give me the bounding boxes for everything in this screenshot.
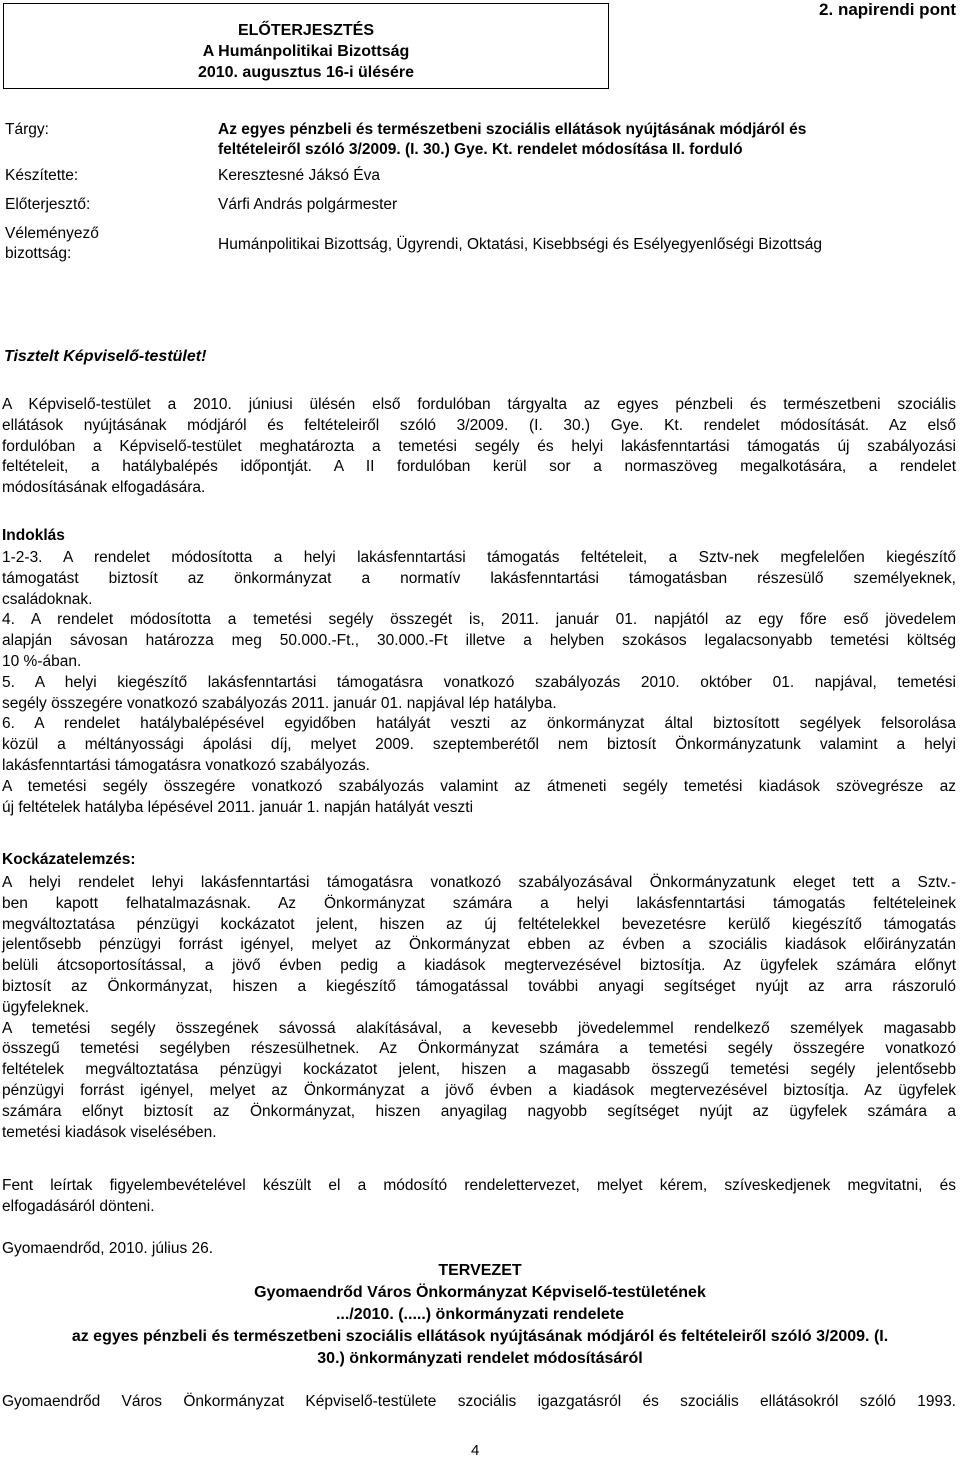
indoklas-line: közül a méltányossági ápolási díj, melyet 2009. szeptemberétől nem biztosít Önkormányzatunk valamint a helyi: [2, 736, 956, 754]
kockazat-line: ben kapott felhatalmazásnak. Az Önkormányzat számára a helyi lakásfenntartási támogatás feltételeinek: [2, 894, 956, 912]
intro-paragraph: [2, 395, 956, 499]
indoklas-line: támogatást biztosít az önkormányzat a normatív lakásfenntartási támogatásban részesülő személyeknek,: [2, 569, 956, 587]
subject-label: Tárgy:: [5, 121, 49, 138]
closing-line: elfogadásáról dönteni.: [2, 1197, 155, 1215]
kockazat-paragraph: [2, 873, 956, 1143]
indoklas-line: 5. A helyi kiegészítő lakásfenntartási támogatásra vonatkozó szabályozás 2010. október 01. napjával, temetési: [2, 673, 956, 691]
draft-title: TERVEZET: [438, 1262, 522, 1279]
indoklas-line: 10 %-ában.: [2, 652, 82, 670]
draft-subject-2: 30.) önkormányzati rendelet módosításáról: [317, 1350, 643, 1367]
kockazat-line: összegű temetési segélyben részesülhetnek. Az Önkormányzat számára a temetési segély összegére vonatkozó: [2, 1040, 956, 1058]
final-paragraph: [2, 1392, 956, 1413]
agenda-item: 2. napirendi pont: [819, 0, 956, 19]
reviewer-value: Humánpolitikai Bizottság, Ügyrendi, Oktatási, Kisebbségi és Esélyegyenlőségi Bizottság: [218, 236, 822, 253]
indoklas-line: 6. A rendelet hatálybalépésével egyidőben hatályát veszti az önkormányzat által biztosított segélyek felsorolása: [2, 715, 956, 733]
indoklas-heading: Indoklás: [2, 527, 65, 544]
committee-name: A Humánpolitikai Bizottság: [202, 43, 410, 60]
intro-line: feltételeit, a hatálybalépés időpontját. A II fordulóban kerül sor a normaszöveg megalkotására, a rendelet: [2, 458, 956, 476]
page-number: 4: [471, 1442, 480, 1459]
indoklas-line: alapján sávosan határozza meg 50.000.-Ft., 30.000.-Ft illetve a helyben szokásos legalacsonyabb temetési költség: [2, 632, 956, 650]
presenter-value: Várfi András polgármester: [218, 196, 398, 213]
draft-subject-1: az egyes pénzbeli és természetbeni szociális ellátások nyújtásának módjáról és feltételeiről szóló 3/2009. (I.: [71, 1328, 889, 1345]
prepared-label: Készítette:: [5, 167, 79, 184]
indoklas-line: 4. A rendelet módosította a temetési segély összegét is, 2011. január 01. napjától az egy főre eső jövedelem: [2, 611, 956, 629]
draft-number: .../2010. (.....) önkormányzati rendelete: [335, 1306, 625, 1323]
reviewer-label-1: Véleményező: [5, 225, 99, 242]
kockazat-line: pénzügyi forrást igényel, melyet az Önkormányzat a jövő évben a kiadások megtervezésével biztosítja. Az ügyfelek: [2, 1081, 956, 1099]
indoklas-line: A temetési segély összegére vonatkozó szabályozás valamint az átmeneti segély temetési kiadások szövegrésze az: [2, 777, 956, 795]
intro-line: ellátások nyújtásának módjáról és feltételeiről szóló 3/2009. (I. 30.) Gye. Kt. rendelet módosítását. Az első: [2, 416, 956, 434]
indoklas-paragraph: [2, 548, 956, 818]
kockazat-line: megváltoztatása pénzügyi kockázatot jelent, hiszen az új feltételekkel bevezetésre kerülő kiegészítő támogatás: [2, 915, 956, 933]
kockazat-line: számára előnyt biztosít az Önkormányzat, hiszen anyagilag nagyobb segítséget nyújt az ügyfelek számára a: [2, 1102, 956, 1120]
subject-line-1: Az egyes pénzbeli és természetbeni szociális ellátások nyújtásának módjáról és: [218, 121, 807, 138]
final-line: Gyomaendrőd Város Önkormányzat Képviselő-testülete szociális igazgatásról és szociális ellátásokról szóló 1993.: [2, 1393, 956, 1410]
draft-body: Gyomaendrőd Város Önkormányzat Képviselő-testületének: [254, 1284, 706, 1301]
presenter-label: Előterjesztő:: [5, 196, 91, 213]
indoklas-line: lakásfenntartási támogatásra vonatkozó szabályozás.: [2, 756, 370, 774]
kockazat-line: jelentősebb pénzügyi forrást igényel, melyet az Önkormányzat ebben az évben a szociális kiadások előirányzatán: [2, 936, 956, 954]
intro-line: fordulóban a Képviselő-testület meghatározta a temetési segély és helyi lakásfenntartási támogatás új szabályozási: [2, 437, 956, 455]
kockazat-line: A temetési segély összegének sávossá alakításával, a kevesebb jövedelemmel rendelkező személyek magasabb: [2, 1019, 956, 1037]
kockazat-line: ügyfeleknek.: [2, 998, 90, 1016]
closing-paragraph: [2, 1176, 956, 1218]
indoklas-line: segély összegére vonatkozó szabályozás 2011. január 01. napjával lép hatályba.: [2, 694, 557, 712]
proposal-title: ELŐTERJESZTÉS: [237, 22, 375, 39]
prepared-value: Keresztesné Jáksó Éva: [218, 167, 380, 184]
kockazat-line: belüli átcsoportosítással, a jövő évben pedig a kiadások megtervezésével biztosítja. Az ügyfelek számára előnyt: [2, 957, 956, 975]
kockazat-line: temetési kiadások viselésében.: [2, 1123, 217, 1141]
kockazat-line: feltételek megváltoztatása pénzügyi kockázatot jelent, hiszen a magasabb összegű temetési segély jelentősebb: [2, 1061, 956, 1079]
salutation: Tisztelt Képviselő-testület!: [4, 348, 207, 365]
kockazat-line: A helyi rendelet lehyi lakásfenntartási támogatásra vonatkozó szabályozásával Önkormányzatunk eleget tett a Sztv.-: [2, 874, 956, 891]
indoklas-line: új feltételek hatályba lépésével 2011. január 1. napján hatályát veszti: [2, 798, 474, 816]
meeting-date: 2010. augusztus 16-i ülésére: [197, 64, 415, 81]
closing-line: Fent leírtak figyelembevételével készült el a módosító rendelettervezet, melyet kérem, szíveskedjenek megvitatni, és: [2, 1177, 956, 1194]
intro-line: módosításának elfogadására.: [2, 479, 206, 497]
indoklas-line: családoknak.: [2, 590, 93, 608]
subject-line-2: feltételeiről szóló 3/2009. (I. 30.) Gye. Kt. rendelet módosítása II. forduló: [218, 141, 743, 158]
kockazat-heading: Kockázatelemzés:: [2, 851, 136, 868]
kockazat-line: biztosít az Önkormányzat, hiszen a kiegészítő támogatással további anyagi segítséget nyújt az arra rászoruló: [2, 977, 956, 995]
place-date: Gyomaendrőd, 2010. július 26.: [2, 1240, 214, 1257]
reviewer-label-2: bizottság:: [5, 245, 72, 262]
indoklas-line: 1-2-3. A rendelet módosította a helyi lakásfenntartási támogatás feltételeit, a Sztv-nek megfelelően kiegészítő: [2, 549, 956, 566]
intro-line: A Képviselő-testület a 2010. júniusi ülésén első fordulóban tárgyalta az egyes pénzbeli és természetbeni szociális: [2, 396, 956, 413]
proposal-header-box: [3, 3, 609, 89]
